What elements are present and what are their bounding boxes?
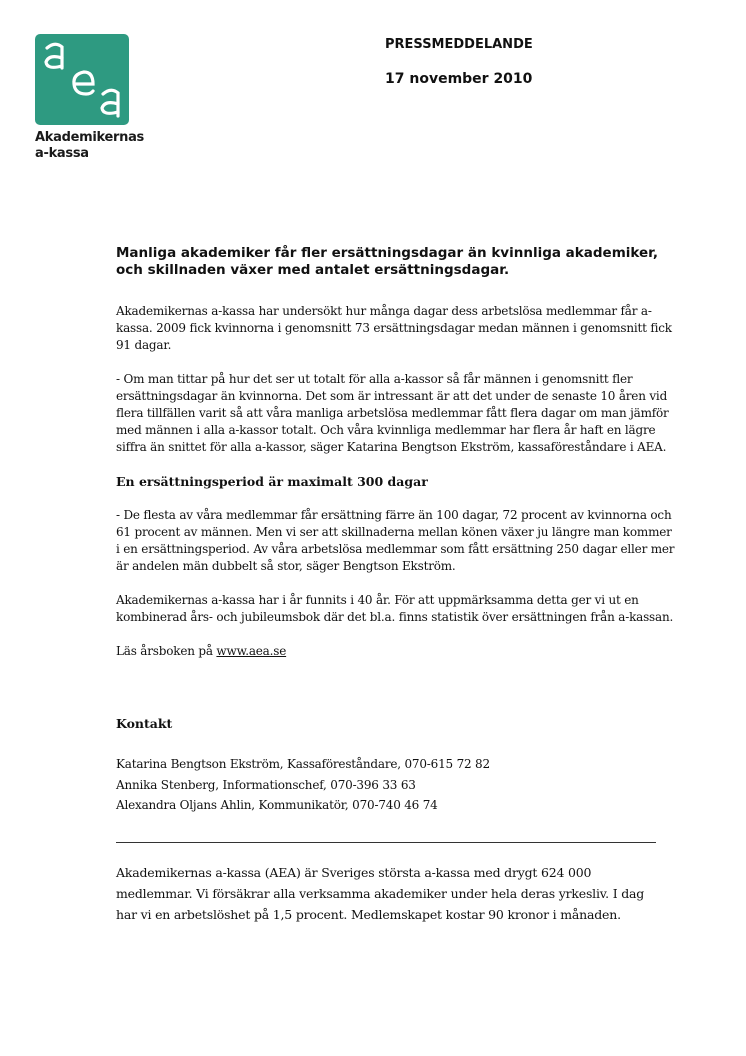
- document-type-label: PRESSMEDDELANDE: [385, 37, 533, 52]
- contact-person: Annika Stenberg, Informationschef, 070-396 33 63: [116, 777, 416, 792]
- paragraph: - De flesta av våra medlemmar får ersättning färre än 100 dagar, 72 procent av kvinnorna och 61 procent av männen. Men vi ser att skillnaderna mellan könen växer ju längre man kommer i en ersättningsperiod. Av våra arbetslösa medlemmar som fått ersättning 250 dagar eller mer är andelen män dubbelt så stor, säger Bengtson Ekström.: [116, 508, 675, 573]
- footer-divider: [116, 842, 656, 843]
- press-release-body: [116, 245, 676, 677]
- logo-name: Akademikernas a-kassa: [35, 130, 144, 161]
- aea-logo: [35, 34, 129, 125]
- headline: Manliga akademiker får fler ersättningsdagar än kvinnliga akademiker, och skillnaden växer med antalet ersättningsdagar.: [116, 245, 658, 278]
- company-boilerplate: Akademikernas a-kassa (AEA) är Sveriges största a-kassa med drygt 624 000 medlemmar. Vi försäkrar alla verksamma akademiker under hela deras yrkesliv. I dag har vi en arbetslöshet på 1,5 procent. Medlemskapet kostar 90 kronor i månaden.: [116, 865, 645, 922]
- contact-list: [116, 754, 490, 816]
- contact-heading: Kontakt: [116, 716, 173, 731]
- paragraph: Akademikernas a-kassa har i år funnits i 40 år. För att uppmärksamma detta ger vi ut en kombinerad års- och jubileumsbok där det bl.a. finns statistik över ersättningen från a-kassan.: [116, 593, 674, 624]
- paragraph: - Om man tittar på hur det ser ut totalt för alla a-kassor så får männen i genomsnitt fler ersättningsdagar än kvinnorna. Det som är intressant är att det under de senaste 10 åren vid flera tillfällen varit så att våra manliga arbetslösa medlemmar fått flera dagar om man jämför med männen i alla a-kassor totalt. Och våra kvinnliga medlemmar har flera år haft en lägre siffra än snittet för alla a-kassor, säger Katarina Bengtson Ekström, kassaföreståndare i AEA.: [116, 372, 669, 454]
- paragraph: Akademikernas a-kassa har undersökt hur många dagar dess arbetslösa medlemmar får a-kassa. 2009 fick kvinnorna i genomsnitt 73 ersättningsdagar medan männen i genomsnitt fick 91 dagar.: [116, 304, 672, 352]
- aea-logo-mark: [35, 34, 129, 125]
- release-date: 17 november 2010: [385, 71, 533, 87]
- read-more-line: [116, 643, 676, 660]
- contact-person: Alexandra Oljans Ahlin, Kommunikatör, 070-740 46 74: [116, 798, 438, 812]
- read-more-text: Läs årsboken på: [116, 644, 217, 658]
- subheading: En ersättningsperiod är maximalt 300 dagar: [116, 474, 428, 489]
- website-link[interactable]: www.aea.se: [216, 644, 287, 658]
- contact-person: Katarina Bengtson Ekström, Kassaföreståndare, 070-615 72 82: [116, 757, 490, 771]
